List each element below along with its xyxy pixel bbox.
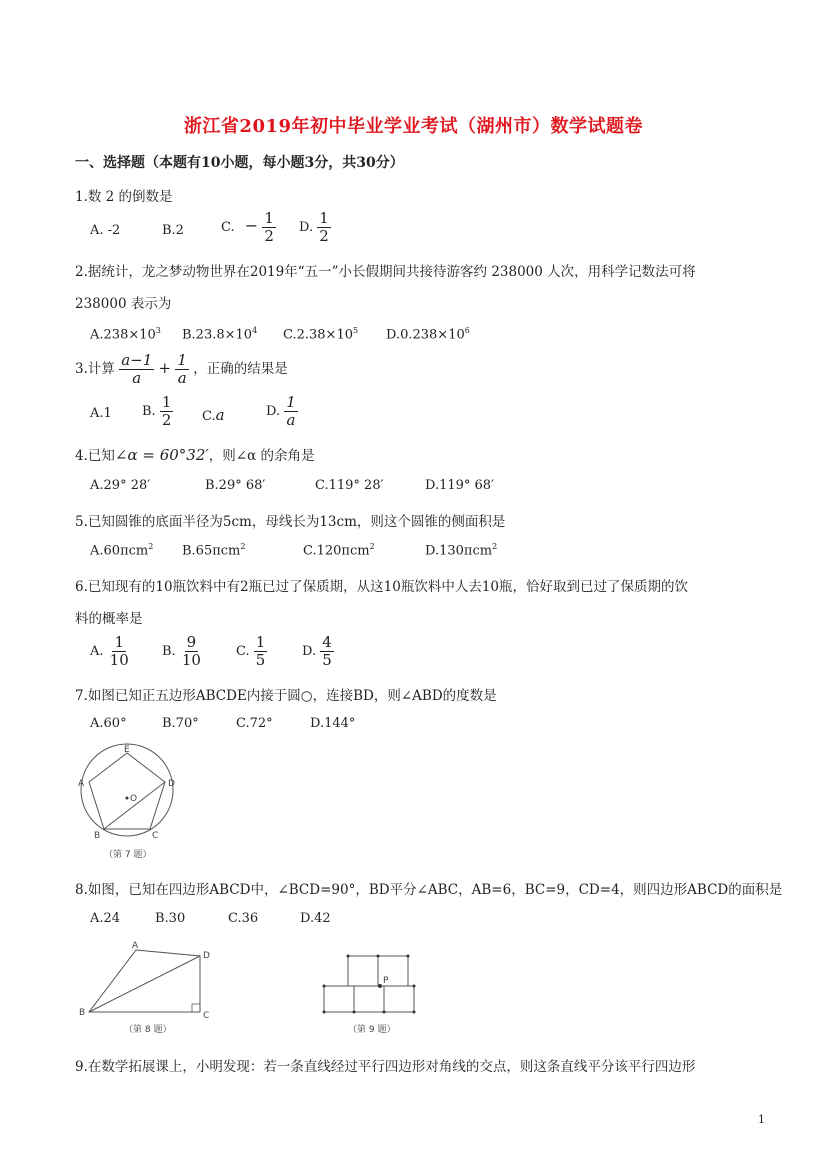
q1-option-c: C. − $\frac{1}{2}$ <box>221 209 274 245</box>
question-3-stem: 3.计算 $\frac{a-1}{a}$ + $\frac{1}{a}$ ，正确的结果是 <box>75 351 288 387</box>
q6-option-c: C. $\frac{1}{5}$ <box>236 633 266 669</box>
label-p: P <box>383 976 389 986</box>
q7-option-d: D.144° <box>310 716 356 731</box>
label-o: O <box>130 794 138 804</box>
question-6-line1: 6.已知现有的10瓶饮料中有2瓶已过了保质期，从这10瓶饮料中人去10瓶，恰好取到已过了保质期的饮 <box>75 579 689 595</box>
figure-9-caption: （第 9 题） <box>348 1025 396 1035</box>
quadrilateral-abcd <box>89 950 200 1012</box>
q2-option-a: $A.238\times 10^3$ <box>90 326 161 343</box>
question-1-stem: 1.数 2 的倒数是 <box>75 189 173 205</box>
grid-point <box>407 955 410 958</box>
q2-option-d: $D.0.238\times 10^6$ <box>386 326 470 343</box>
right-angle-mark <box>192 1004 200 1012</box>
grid-point <box>347 955 350 958</box>
figure-q9-grid <box>318 950 418 1040</box>
q4-option-d: D.119° 68′ <box>425 478 495 493</box>
q1-option-b: B.2 <box>162 223 184 238</box>
question-4-stem: 4.已知∠α = 60°32′，则∠α 的余角是 <box>75 446 315 464</box>
section-heading: 一、选择题（本题有10小题，每小题3分，共30分） <box>75 155 404 171</box>
question-2-line2: 238000 表示为 <box>75 296 172 312</box>
label-b: B <box>79 1008 86 1018</box>
q4-option-a: A.29° 28′ <box>90 478 151 493</box>
page-number: 1 <box>758 1113 765 1126</box>
q3-option-c: C.a <box>202 406 225 424</box>
q2-option-c: $C.2.38\times 10^5$ <box>283 326 359 343</box>
q1-option-a: A. -2 <box>90 223 121 238</box>
q4-option-c: C.119° 28′ <box>315 478 384 493</box>
grid-cell <box>354 986 384 1012</box>
grid-cell <box>384 986 414 1012</box>
label-e: E <box>124 745 130 755</box>
label-a: A <box>132 941 139 951</box>
label-c: C <box>203 1011 210 1021</box>
q3-option-d: D. $\frac{1}{a}$ <box>266 393 296 429</box>
point-p <box>378 984 382 988</box>
q7-option-b: B.70° <box>162 716 199 731</box>
q6-option-a: A. $\frac{1}{10}$ <box>90 633 129 669</box>
question-2-line1: 2.据统计，龙之梦动物世界在2019年“五一”小长假期间共接待游客约 238000 人次，用科学记数法可将 <box>75 264 696 280</box>
label-d: D <box>168 779 175 789</box>
grid-cell <box>348 956 378 986</box>
label-a: A <box>78 779 85 789</box>
grid-point <box>383 1011 386 1014</box>
circumcircle <box>81 744 173 836</box>
page-title: 浙江省2019年初中毕业学业考试（湖州市）数学试题卷 <box>183 116 644 137</box>
grid-point <box>323 985 326 988</box>
figure-q7-pentagon <box>72 742 184 864</box>
question-9-line1: 9.在数学拓展课上，小明发现：若一条直线经过平行四边形对角线的交点，则这条直线平分该平行四边形 <box>75 1059 696 1075</box>
q5-option-a: A.60πcm$^2$ <box>90 542 154 559</box>
q6-option-b: B. $\frac{9}{10}$ <box>162 633 201 669</box>
q8-option-c: C.36 <box>228 911 259 926</box>
figure-8-caption: （第 8 题） <box>124 1025 172 1035</box>
q6-option-d: D. $\frac{4}{5}$ <box>302 633 332 669</box>
question-5-stem: 5.已知圆锥的底面半径为5cm，母线长为13cm，则这个圆锥的侧面积是 <box>75 514 506 530</box>
q8-option-b: B.30 <box>155 911 186 926</box>
grid-point <box>413 1011 416 1014</box>
label-b: B <box>94 831 101 841</box>
grid-cell <box>324 986 354 1012</box>
figure-q8-quadrilateral <box>74 940 214 1040</box>
question-8-stem: 8.如图，已知在四边形ABCD中，∠BCD=90°，BD平分∠ABC，AB=6，BC=9，CD=4，则四边形ABCD的面积是 <box>75 882 783 898</box>
grid-point <box>353 1011 356 1014</box>
question-7-stem: 7.如图已知正五边形ABCDE内接于圆○，连接BD，则∠ABD的度数是 <box>75 688 497 704</box>
q4-option-b: B.29° 68′ <box>205 478 266 493</box>
figure-7-caption: （第 7 题） <box>104 850 152 860</box>
q5-option-b: B.65πcm$^2$ <box>182 542 246 559</box>
label-c: C <box>152 831 159 841</box>
q7-option-a: A.60° <box>90 716 127 731</box>
q2-option-b: $B.23.8\times 10^4$ <box>182 326 258 343</box>
segment-bd <box>104 782 165 829</box>
grid-point <box>377 955 380 958</box>
q5-option-c: C.120πcm$^2$ <box>303 542 375 559</box>
q5-option-d: D.130πcm$^2$ <box>425 542 498 559</box>
grid-point <box>323 1011 326 1014</box>
center-point-o <box>126 797 129 800</box>
q8-option-a: A.24 <box>90 911 121 926</box>
q1-option-d: D. $\frac{1}{2}$ <box>299 209 329 245</box>
q7-option-c: C.72° <box>236 716 273 731</box>
grid-point <box>413 985 416 988</box>
question-6-line2: 料的概率是 <box>75 611 143 627</box>
q8-option-d: D.42 <box>300 911 331 926</box>
q3-option-b: B. $\frac{1}{2}$ <box>142 393 172 429</box>
q3-option-a: A.1 <box>90 406 112 421</box>
segment-bd <box>89 956 200 1012</box>
label-d: D <box>203 951 210 961</box>
